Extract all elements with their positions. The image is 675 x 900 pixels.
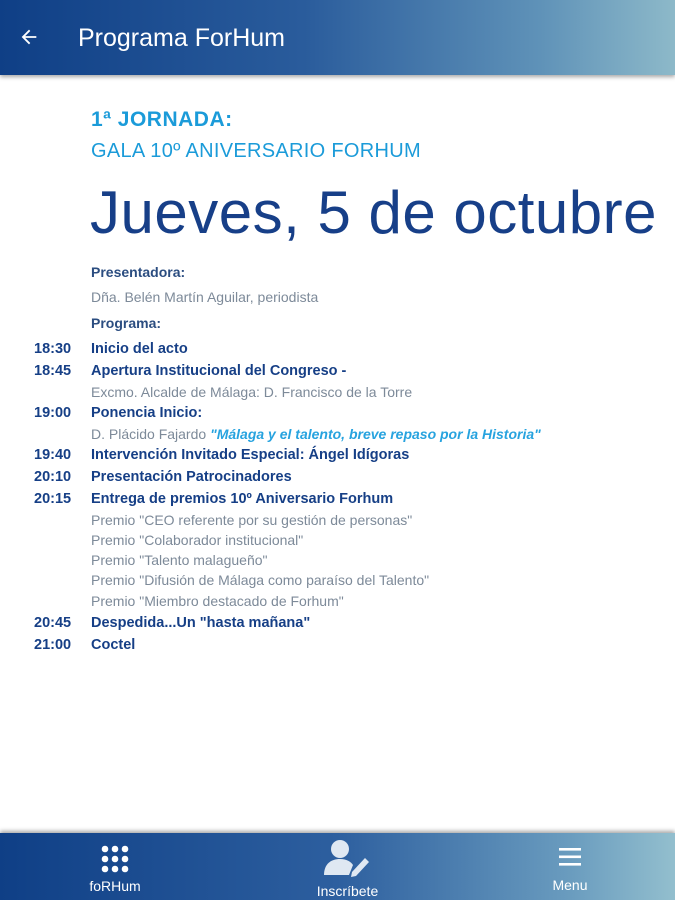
program-label: Programa:	[91, 315, 162, 331]
nav-label: Menu	[552, 877, 588, 893]
schedule-title: Intervención Invitado Especial: Ángel Idígoras	[91, 447, 410, 463]
program-content	[0, 75, 675, 832]
award-item: Premio "Miembro destacado de Forhum"	[91, 593, 344, 609]
schedule-title: Apertura Institucional del Congreso -	[91, 363, 347, 379]
award-item: Premio "Colaborador institucional"	[91, 532, 304, 548]
schedule-time: 19:40	[34, 447, 72, 463]
talk-title: "Málaga y el talento, breve repaso por la Historia"	[210, 426, 541, 442]
schedule-time: 19:00	[34, 405, 72, 421]
grid-icon	[101, 845, 129, 873]
award-item: Premio "Difusión de Málaga como paraíso del Talento"	[91, 572, 430, 588]
nav-forhum[interactable]	[60, 833, 170, 900]
award-item: Premio "Talento malagueño"	[91, 552, 268, 568]
schedule-time: 20:45	[34, 615, 72, 631]
award-item: Premio "CEO referente por su gestión de personas"	[91, 512, 413, 528]
nav-label: Inscríbete	[316, 883, 379, 899]
schedule-title: Coctel	[91, 637, 136, 653]
schedule-title: Despedida...Un "hasta mañana"	[91, 615, 311, 631]
nav-label: foRHum	[89, 878, 141, 894]
schedule-time: 21:00	[34, 637, 72, 653]
event-date: Jueves, 5 de octubre	[90, 179, 658, 246]
app-bar-title: Programa ForHum	[78, 24, 285, 52]
app-bar	[0, 0, 675, 75]
nav-inscribete[interactable]	[290, 833, 405, 900]
jornada-heading: 1ª JORNADA:	[91, 108, 233, 131]
schedule-time: 18:30	[34, 341, 72, 357]
schedule-title: Inicio del acto	[91, 341, 188, 357]
schedule-time: 18:45	[34, 363, 72, 379]
schedule-time: 20:10	[34, 469, 72, 485]
presenter-label: Presentadora:	[91, 264, 186, 280]
hamburger-menu-icon	[559, 848, 581, 866]
presenter-name: Dña. Belén Martín Aguilar, periodista	[91, 289, 319, 305]
schedule-detail: Excmo. Alcalde de Málaga: D. Francisco de la Torre	[91, 384, 413, 400]
speaker-name: D. Plácido Fajardo	[91, 426, 207, 442]
schedule-title: Ponencia Inicio:	[91, 405, 203, 421]
nav-menu[interactable]	[520, 833, 620, 900]
gala-subheading: GALA 10º ANIVERSARIO FORHUM	[91, 140, 421, 162]
schedule-title: Entrega de premios 10º Aniversario Forhum	[91, 491, 394, 507]
back-button[interactable]	[12, 20, 46, 54]
arrow-left-icon	[18, 26, 40, 48]
schedule-title: Presentación Patrocinadores	[91, 469, 292, 485]
user-edit-icon	[323, 839, 371, 877]
schedule-detail	[91, 426, 541, 442]
schedule-time: 20:15	[34, 491, 72, 507]
bottom-navigation	[0, 833, 675, 900]
